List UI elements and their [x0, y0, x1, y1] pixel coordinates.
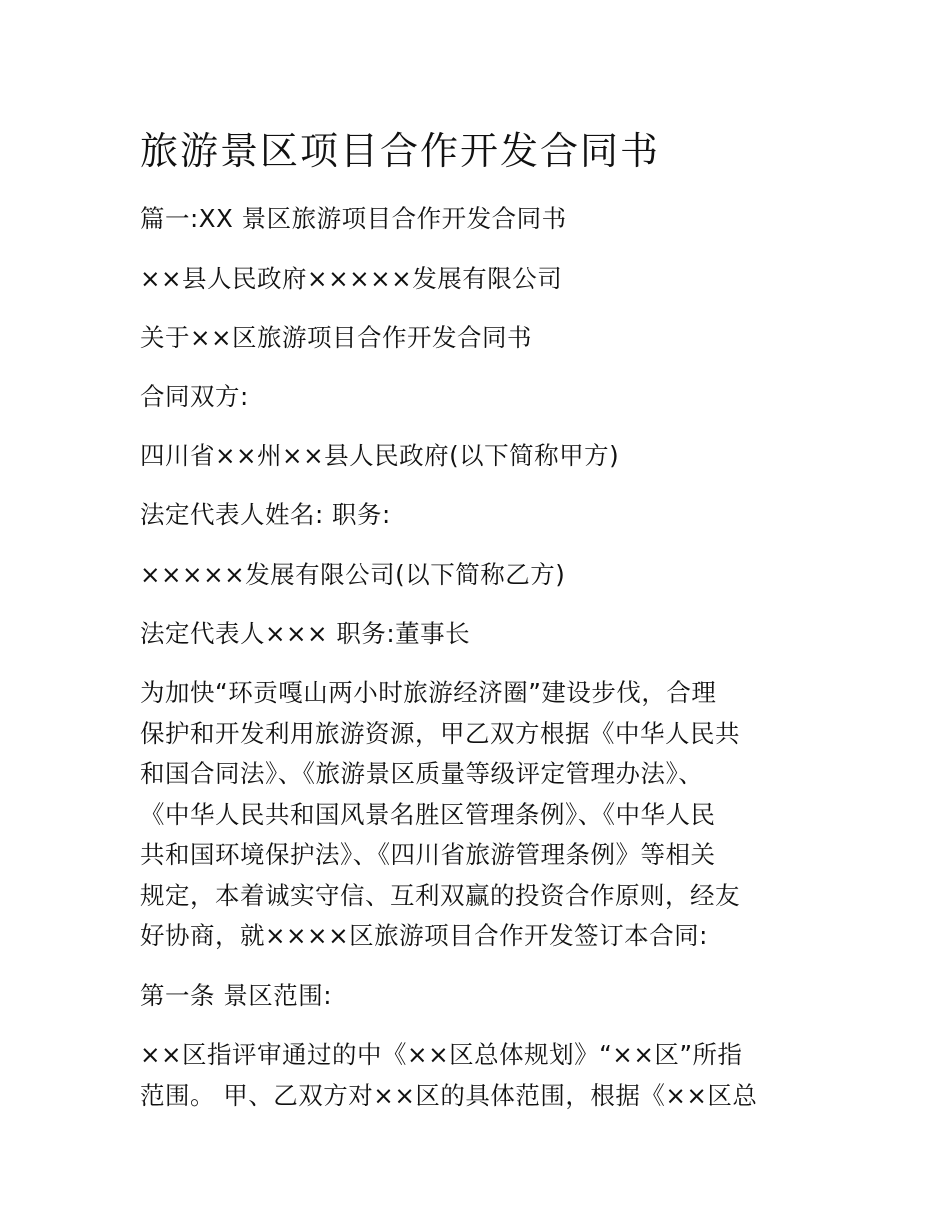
subtitle-line: 篇一:XX 景区旅游项目合作开发合同书	[140, 204, 567, 233]
paragraph-line: 共和国环境保护法》、《四川省旅游管理条例》等相关	[140, 840, 716, 869]
party-header-line: ××县人民政府×××××发展有限公司	[140, 264, 563, 293]
party-a-representative: 法定代表人姓名: 职务:	[140, 500, 391, 529]
paragraph-line: 和国合同法》、《旅游景区质量等级评定管理办法》、	[140, 759, 704, 788]
party-b-line: ×××××发展有限公司(以下简称乙方)	[140, 560, 566, 589]
party-b-representative: 法定代表人××× 职务:董事长	[140, 619, 471, 648]
paragraph-line: 《中华人民共和国风景名胜区管理条例》、《中华人民	[140, 799, 716, 829]
document-title: 旅游景区项目合作开发合同书	[140, 129, 661, 173]
contract-name-line: 关于××区旅游项目合作开发合同书	[140, 323, 533, 352]
parties-label: 合同双方:	[140, 382, 249, 411]
article-paragraph	[140, 1035, 757, 1116]
article-heading: 第一条 景区范围:	[140, 981, 333, 1010]
paragraph-line: ××区指评审通过的中《××区总体规划》“××区”所指	[140, 1040, 743, 1069]
paragraph-line: 好协商，就××××区旅游项目合作开发签订本合同:	[140, 921, 708, 950]
paragraph-line: 规定，本着诚实守信、互利双赢的投资合作原则，经友	[140, 880, 740, 910]
party-a-line: 四川省××州××县人民政府(以下简称甲方)	[140, 441, 620, 470]
paragraph-line: 保护和开发利用旅游资源，甲乙双方根据《中华人民共	[140, 718, 740, 748]
intro-paragraph	[140, 673, 740, 957]
paragraph-line: 范围。 甲、乙双方对××区的具体范围，根据《××区总	[140, 1080, 758, 1110]
paragraph-line: 为加快“环贡嘎山两小时旅游经济圈”建设步伐，合理	[140, 678, 717, 707]
